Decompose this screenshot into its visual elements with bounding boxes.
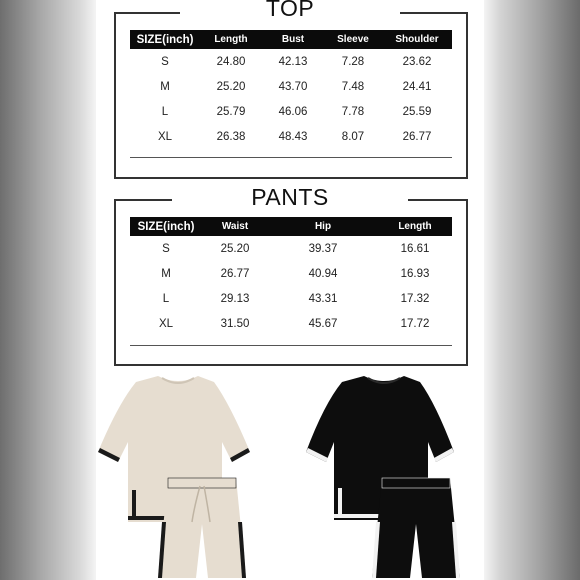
table-cell: 26.38 <box>216 130 246 143</box>
table-cell: 25.59 <box>402 105 432 118</box>
pants-frame-right-side <box>466 199 468 365</box>
top-header-sleeve: Sleeve <box>324 30 382 49</box>
table-cell: L <box>162 292 170 305</box>
pants-frame-right <box>408 199 466 201</box>
top-table-rule <box>130 157 452 158</box>
table-cell: 7.78 <box>341 105 365 118</box>
table-cell: 42.13 <box>278 55 308 68</box>
table-cell: 29.13 <box>220 292 250 305</box>
pants-section-title: PANTS <box>251 184 329 210</box>
top-frame-right <box>400 12 466 14</box>
table-row <box>130 99 452 124</box>
top-header-size: SIZE(inch) <box>130 30 200 49</box>
pants-header-hip: Hip <box>268 217 378 236</box>
pants-header-waist: Waist <box>202 217 268 236</box>
table-cell: 23.62 <box>402 55 432 68</box>
table-row <box>130 311 452 336</box>
pants-header-row <box>130 217 452 236</box>
table-cell: 39.37 <box>308 242 338 255</box>
table-cell: XL <box>158 317 174 330</box>
table-cell: 43.70 <box>278 80 308 93</box>
top-frame-right-side <box>466 12 468 178</box>
table-cell: 24.41 <box>402 80 432 93</box>
table-cell: 31.50 <box>220 317 250 330</box>
table-row <box>130 74 452 99</box>
black-outfit-image <box>304 372 464 580</box>
pants-table-rule <box>130 345 452 346</box>
table-cell: L <box>161 105 169 118</box>
table-cell: 24.80 <box>216 55 246 68</box>
table-cell: 45.67 <box>308 317 338 330</box>
table-row <box>130 236 452 261</box>
table-cell: 16.93 <box>400 267 430 280</box>
top-header-shoulder: Shoulder <box>382 30 452 49</box>
table-cell: 43.31 <box>308 292 338 305</box>
pants-header-length: Length <box>378 217 452 236</box>
table-cell: 48.43 <box>278 130 308 143</box>
size-chart-panel <box>96 0 484 580</box>
table-cell: 46.06 <box>278 105 308 118</box>
table-cell: 40.94 <box>308 267 338 280</box>
top-section-title: TOP <box>265 0 315 21</box>
pants-size-table <box>130 217 452 336</box>
beige-outfit-image <box>96 372 256 580</box>
table-cell: 7.48 <box>341 80 365 93</box>
top-size-table <box>130 30 452 149</box>
table-cell: 8.07 <box>341 130 365 143</box>
top-frame-left <box>114 12 180 14</box>
table-cell: 26.77 <box>220 267 250 280</box>
table-cell: 25.20 <box>216 80 246 93</box>
top-header-length: Length <box>200 30 262 49</box>
black-shorts <box>372 478 460 578</box>
table-cell: 16.61 <box>400 242 430 255</box>
table-cell: 25.20 <box>220 242 250 255</box>
beige-shorts <box>158 478 246 578</box>
top-frame-left-side <box>114 12 116 178</box>
table-cell: 17.32 <box>400 292 430 305</box>
table-cell: 26.77 <box>402 130 432 143</box>
table-cell: XL <box>157 130 173 143</box>
table-cell: 25.79 <box>216 105 246 118</box>
table-cell: M <box>161 267 171 280</box>
table-row <box>130 124 452 149</box>
table-row <box>130 286 452 311</box>
table-cell: S <box>162 242 170 255</box>
table-cell: 7.28 <box>341 55 365 68</box>
table-cell: S <box>161 55 169 68</box>
top-header-row <box>130 30 452 49</box>
pants-header-size: SIZE(inch) <box>130 217 202 236</box>
table-cell: 17.72 <box>400 317 430 330</box>
table-cell: M <box>160 80 170 93</box>
pants-frame-left-side <box>114 199 116 365</box>
table-row <box>130 49 452 74</box>
pants-frame-left <box>114 199 172 201</box>
top-frame-bottom <box>114 177 468 179</box>
table-row <box>130 261 452 286</box>
pants-frame-bottom <box>114 364 468 366</box>
top-header-bust: Bust <box>262 30 324 49</box>
